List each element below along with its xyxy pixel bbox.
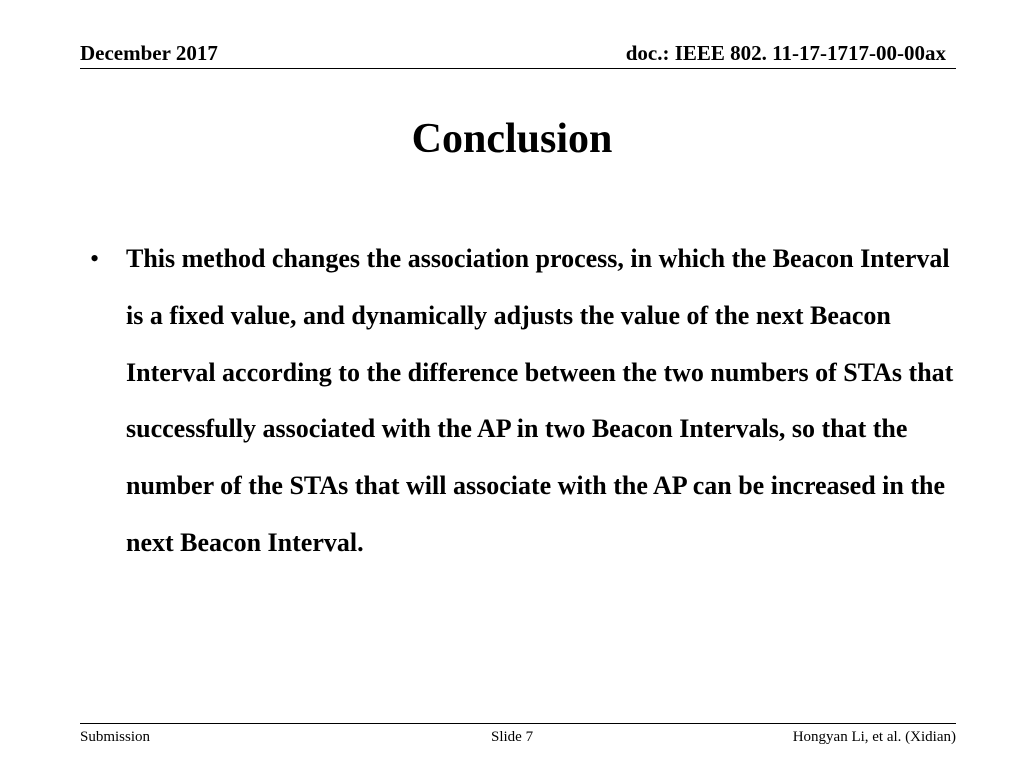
header-doc-id: doc.: IEEE 802. 11-17-1717-00-00ax [625, 41, 946, 65]
footer-slide-number: Slide 7 [491, 729, 534, 745]
header-date: December 2017 [80, 41, 218, 65]
bullet-text: This method changes the association process, in which the Beacon Interval is a fixed value, and dynamically adjusts the value of the next Beacon Interval according to the difference between the two numbers of STAs that successfully associated with the AP in two Beacon Intervals, so that the number of the STAs that will associate with the AP can be increased in the next Beacon Interval. [126, 244, 954, 557]
bullet-list [80, 231, 960, 572]
bullet-icon: • [90, 244, 100, 273]
footer-submission: Submission [80, 729, 151, 745]
bullet-item [80, 231, 960, 572]
slide-title: Conclusion [411, 116, 613, 162]
footer-authors: Hongyan Li, et al. (Xidian) [792, 729, 956, 745]
header-divider [80, 68, 956, 69]
footer-divider [80, 723, 956, 724]
